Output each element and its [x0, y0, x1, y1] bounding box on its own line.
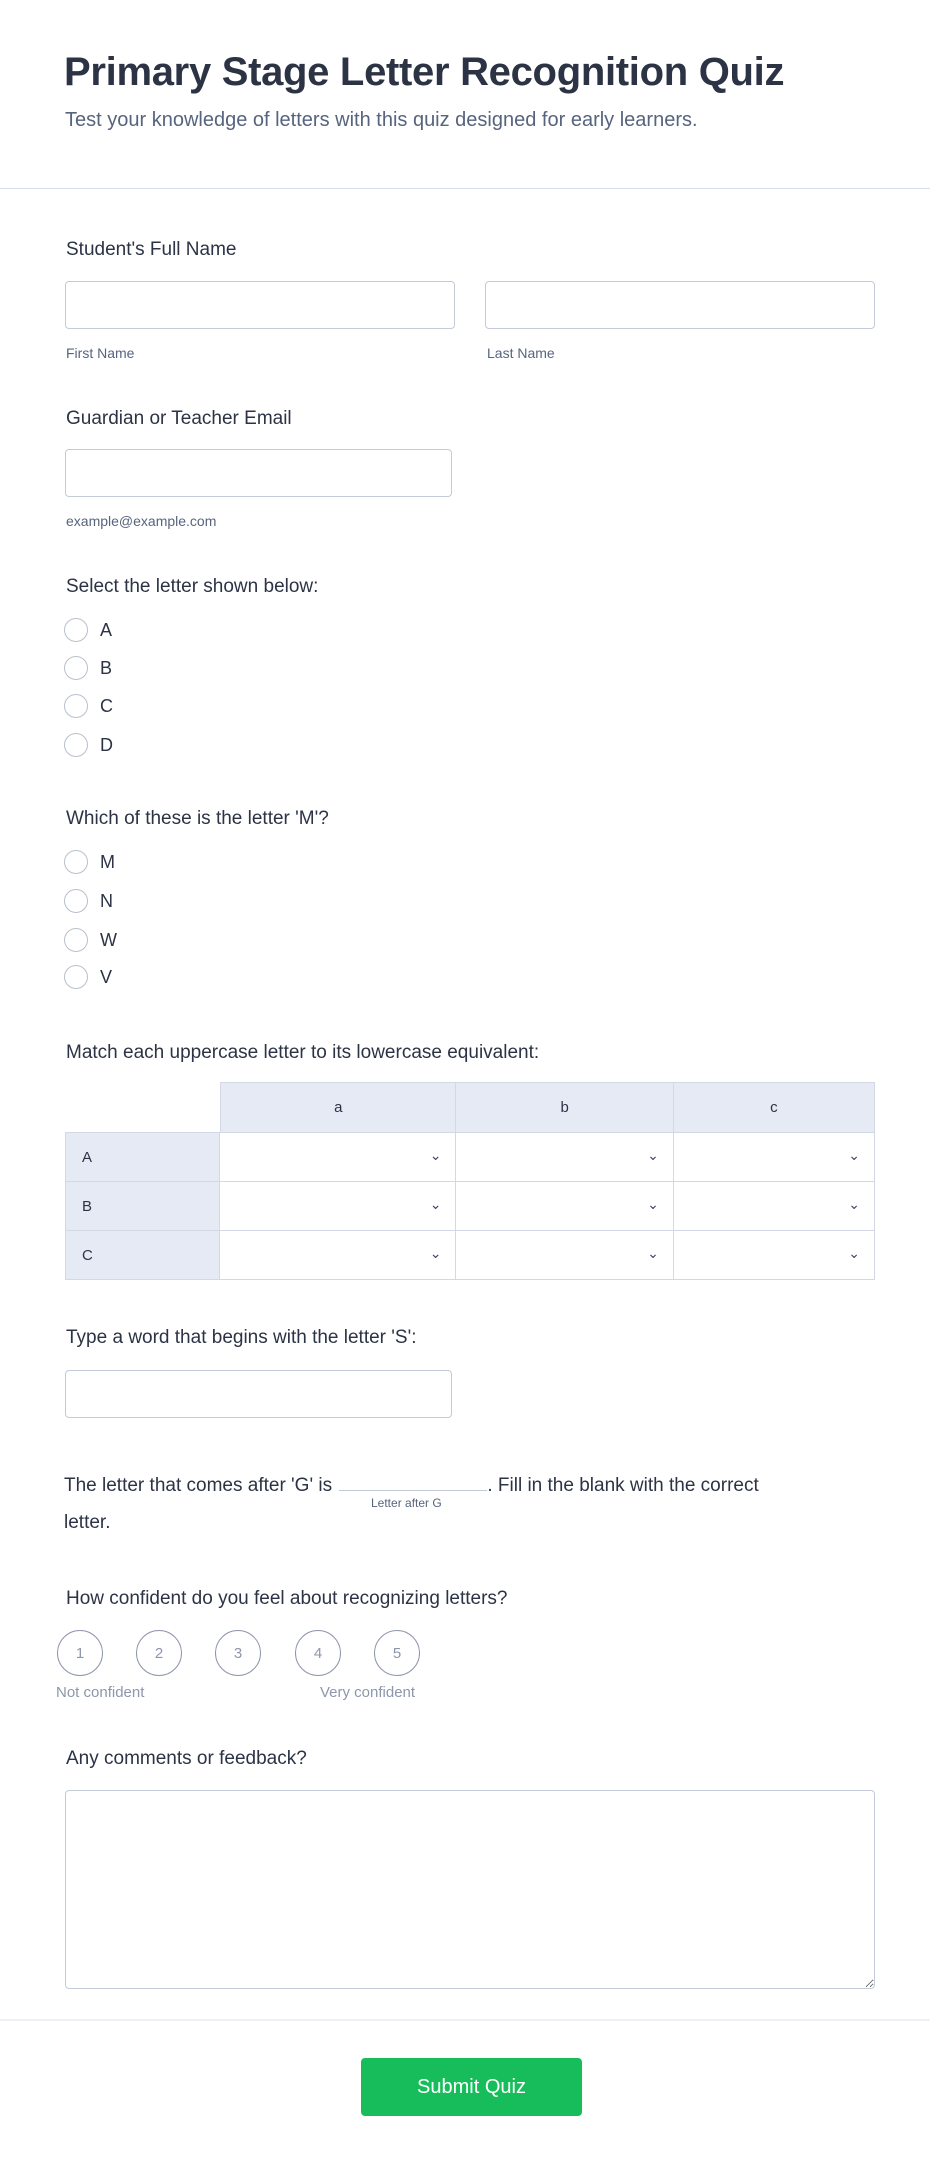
radio-option-n[interactable]: N: [64, 888, 113, 914]
matrix-dropdown[interactable]: [674, 1182, 875, 1231]
chevron-down-icon: ⌄: [429, 1196, 442, 1212]
submit-button[interactable]: Submit Quiz: [361, 2058, 582, 2116]
comments-textarea[interactable]: [65, 1790, 875, 1989]
rating-option-3[interactable]: 3: [215, 1630, 261, 1676]
radio-option-b[interactable]: B: [64, 655, 112, 681]
radio-circle[interactable]: [64, 656, 88, 680]
matching-matrix: [65, 1082, 875, 1280]
rating-min-label: Not confident: [56, 1684, 145, 1701]
matrix-column-header: b: [456, 1082, 673, 1133]
rating-option-1[interactable]: 1: [57, 1630, 103, 1676]
word-s-label: Type a word that begins with the letter 'S':: [66, 1327, 417, 1348]
matrix-row-header: B: [65, 1182, 220, 1231]
chevron-down-icon: ⌄: [848, 1245, 860, 1261]
radio-option-v[interactable]: V: [64, 964, 112, 990]
matrix-label: Match each uppercase letter to its lowercase equivalent:: [66, 1042, 540, 1063]
chevron-down-icon: ⌄: [429, 1245, 442, 1261]
radio-circle[interactable]: [64, 965, 88, 989]
matrix-column-header: c: [674, 1082, 875, 1133]
fill-blank-before: The letter that comes after 'G' is: [64, 1475, 333, 1496]
first-name-sublabel: First Name: [66, 345, 135, 361]
matrix-dropdown[interactable]: [220, 1231, 456, 1280]
email-sublabel: example@example.com: [66, 513, 217, 529]
radio-option-c[interactable]: C: [64, 693, 113, 719]
radio-circle[interactable]: [64, 618, 88, 642]
radio-circle[interactable]: [64, 694, 88, 718]
rating-option-4[interactable]: 4: [295, 1630, 341, 1676]
radio-circle[interactable]: [64, 733, 88, 757]
chevron-down-icon: ⌄: [848, 1147, 860, 1163]
last-name-sublabel: Last Name: [487, 345, 555, 361]
fill-blank-input[interactable]: [339, 1472, 487, 1491]
chevron-down-icon: ⌄: [647, 1196, 659, 1212]
rating-label: How confident do you feel about recognizing letters?: [66, 1588, 508, 1609]
matrix-dropdown[interactable]: [456, 1231, 673, 1280]
fill-blank-sublabel: Letter after G: [371, 1496, 442, 1510]
last-name-input[interactable]: [485, 281, 875, 329]
name-label: Student's Full Name: [66, 239, 237, 260]
matrix-row: [65, 1133, 875, 1182]
radio-circle[interactable]: [64, 850, 88, 874]
matrix-dropdown[interactable]: [220, 1182, 456, 1231]
chevron-down-icon: ⌄: [647, 1147, 659, 1163]
rating-option-5[interactable]: 5: [374, 1630, 420, 1676]
radio-circle[interactable]: [64, 889, 88, 913]
page-title: Primary Stage Letter Recognition Quiz: [64, 50, 785, 94]
matrix-column-header: a: [220, 1082, 456, 1133]
email-label: Guardian or Teacher Email: [66, 408, 292, 429]
letter-m-label: Which of these is the letter 'M'?: [66, 808, 329, 829]
matrix-dropdown[interactable]: [456, 1133, 673, 1182]
fill-blank-after: . Fill in the blank with the correct: [487, 1475, 759, 1496]
word-s-input[interactable]: [65, 1370, 452, 1418]
fill-blank-sentence: [64, 1472, 759, 1497]
rating-max-label: Very confident: [320, 1684, 416, 1701]
radio-circle[interactable]: [64, 928, 88, 952]
first-name-input[interactable]: [65, 281, 455, 329]
chevron-down-icon: ⌄: [647, 1245, 659, 1261]
email-input[interactable]: [65, 449, 452, 497]
radio-option-m[interactable]: M: [64, 849, 115, 875]
radio-option-a[interactable]: A: [64, 617, 112, 643]
matrix-row-header: A: [65, 1133, 220, 1182]
page-subtitle: Test your knowledge of letters with this quiz designed for early learners.: [65, 109, 698, 131]
matrix-dropdown[interactable]: [674, 1133, 875, 1182]
matrix-row: [65, 1231, 875, 1280]
matrix-row: [65, 1182, 875, 1231]
matrix-dropdown[interactable]: [220, 1133, 456, 1182]
radio-option-d[interactable]: D: [64, 732, 113, 758]
fill-blank-line2: letter.: [64, 1512, 111, 1533]
matrix-corner: [65, 1082, 220, 1133]
matrix-row-header: C: [65, 1231, 220, 1280]
matrix-dropdown[interactable]: [674, 1231, 875, 1280]
chevron-down-icon: ⌄: [848, 1196, 860, 1212]
chevron-down-icon: ⌄: [429, 1147, 442, 1163]
select-letter-label: Select the letter shown below:: [66, 576, 319, 597]
rating-option-2[interactable]: 2: [136, 1630, 182, 1676]
radio-option-w[interactable]: W: [64, 927, 117, 953]
header-divider: [0, 188, 930, 189]
matrix-dropdown[interactable]: [456, 1182, 673, 1231]
comments-label: Any comments or feedback?: [66, 1748, 307, 1769]
